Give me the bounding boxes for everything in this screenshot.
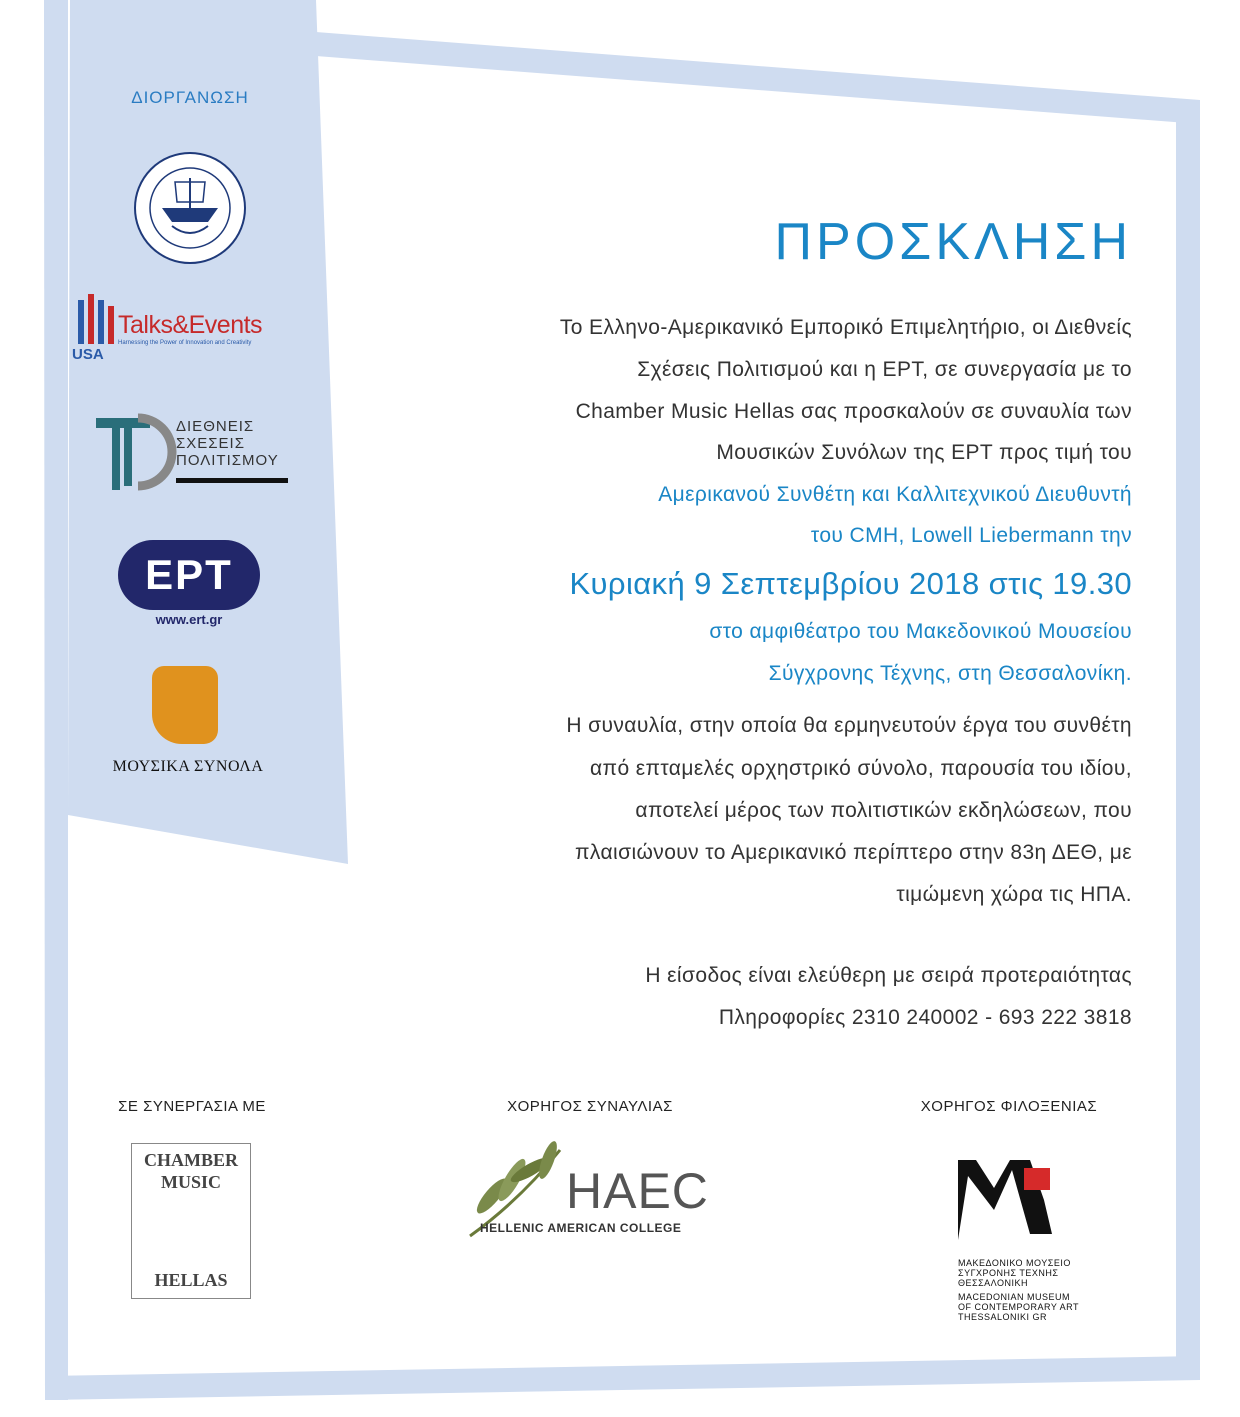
honoree-line: Αμερικανού Συνθέτη και Καλλιτεχνικού Διευθυντή [658, 483, 1132, 506]
venue-line: στο αμφιθέατρο του Μακεδονικού Μουσείου [709, 620, 1132, 643]
details-line: Η συναυλία, στην οποία θα ερμηνευτούν έργα του συνθέτη [566, 714, 1132, 737]
dsp-underline [176, 478, 288, 483]
honoree-line: του CMH, Lowell Liebermann την [810, 524, 1132, 547]
mmca-text: OF CONTEMPORARY ART [958, 1302, 1080, 1312]
mmca-text: ΘΕΣΣΑΛΟΝΙΚΗ [958, 1278, 1028, 1288]
invitation-title: ΠΡΟΣΚΛΗΣΗ [774, 213, 1132, 271]
details-line: τιμώμενη χώρα τις ΗΠΑ. [896, 883, 1132, 906]
mmca-text: THESSALONIKI GR [958, 1312, 1048, 1322]
mmca-text: ΜΑΚΕΔΟΝΙΚΟ ΜΟΥΣΕΙΟ [958, 1258, 1071, 1268]
amcham-seal [135, 153, 245, 263]
haec-full-name: HELLENIC AMERICAN COLLEGE [480, 1221, 682, 1235]
ert-url: www.ert.gr [155, 612, 223, 627]
dsp-line: ΣΧΕΣΕΙΣ [176, 435, 245, 452]
frame-bottom [45, 1356, 1200, 1400]
venue-line: Σύγχρονης Τέχνης, στη Θεσσαλονίκη. [768, 662, 1132, 685]
dsp-line: ΔΙΕΘΝΕΙΣ [176, 418, 255, 435]
details-line: πλαισιώνουν το Αμερικανικό περίπτερο στην 83η ΔΕΘ, με [575, 841, 1132, 864]
mmca-text: MACEDONIAN MUSEUM [958, 1292, 1071, 1302]
intro-line: Chamber Music Hellas σας προσκαλούν σε συναυλία των [575, 400, 1132, 423]
intro-line: Σχέσεις Πολιτισμού και η ΕΡΤ, σε συνεργασία με το [637, 358, 1132, 381]
info-phone: Πληροφορίες 2310 240002 - 693 222 3818 [718, 1006, 1132, 1029]
hospitality-sponsor-label: ΧΟΡΗΓΟΣ ΦΙΛΟΞΕΝΙΑΣ [920, 1098, 1098, 1115]
partner-label: ΣΕ ΣΥΝΕΡΓΑΣΙΑ ΜΕ [118, 1098, 266, 1115]
talks-events-usa: USA [72, 346, 104, 363]
frame-right [1176, 100, 1200, 1380]
concert-sponsor-label: ΧΟΡΗΓΟΣ ΣΥΝΑΥΛΙΑΣ [507, 1098, 673, 1115]
talks-events-logo: Talks&Events [118, 311, 263, 339]
chamber-music-text: MUSIC [160, 1172, 221, 1192]
intro-line: Μουσικών Συνόλων της ΕΡΤ προς τιμή του [716, 441, 1132, 464]
details-line: από επταμελές ορχηστρικό σύνολο, παρουσία του ιδίου, [590, 757, 1132, 780]
chamber-music-text: HELLAS [154, 1270, 228, 1290]
intro-line: Το Ελληνο-Αμερικανικό Εμπορικό Επιμελητήριο, οι Διεθνείς [559, 316, 1132, 339]
mousika-synola-label: ΜΟΥΣΙΚΑ ΣΥΝΟΛΑ [112, 758, 264, 775]
organizers-label: ΔΙΟΡΓΑΝΩΣΗ [131, 88, 249, 107]
mmca-text: ΣΥΓΧΡΟΝΗΣ ΤΕΧΝΗΣ [958, 1268, 1059, 1278]
dsp-line: ΠΟΛΙΤΙΣΜΟΥ [176, 452, 279, 469]
dsp-logo-text [176, 418, 279, 469]
haec-logo: HAEC [566, 1163, 709, 1219]
ert-logo: ΕΡΤ [118, 540, 260, 610]
entry-note: Η είσοδος είναι ελεύθερη με σειρά προτεραιότητας [645, 964, 1132, 987]
frame-top [316, 32, 1200, 124]
frame-left [44, 0, 68, 1400]
details-line: αποτελεί μέρος των πολιτιστικών εκδηλώσεων, που [635, 799, 1132, 822]
event-date: Κυριακή 9 Σεπτεμβρίου 2018 στις 19.30 [569, 566, 1132, 601]
mmca-mark [958, 1160, 1052, 1240]
chamber-music-text: CHAMBER [144, 1150, 238, 1170]
mousika-synola-icon [152, 666, 218, 744]
talks-events-tagline: Harnessing the Power of Innovation and Creativity [118, 340, 252, 346]
